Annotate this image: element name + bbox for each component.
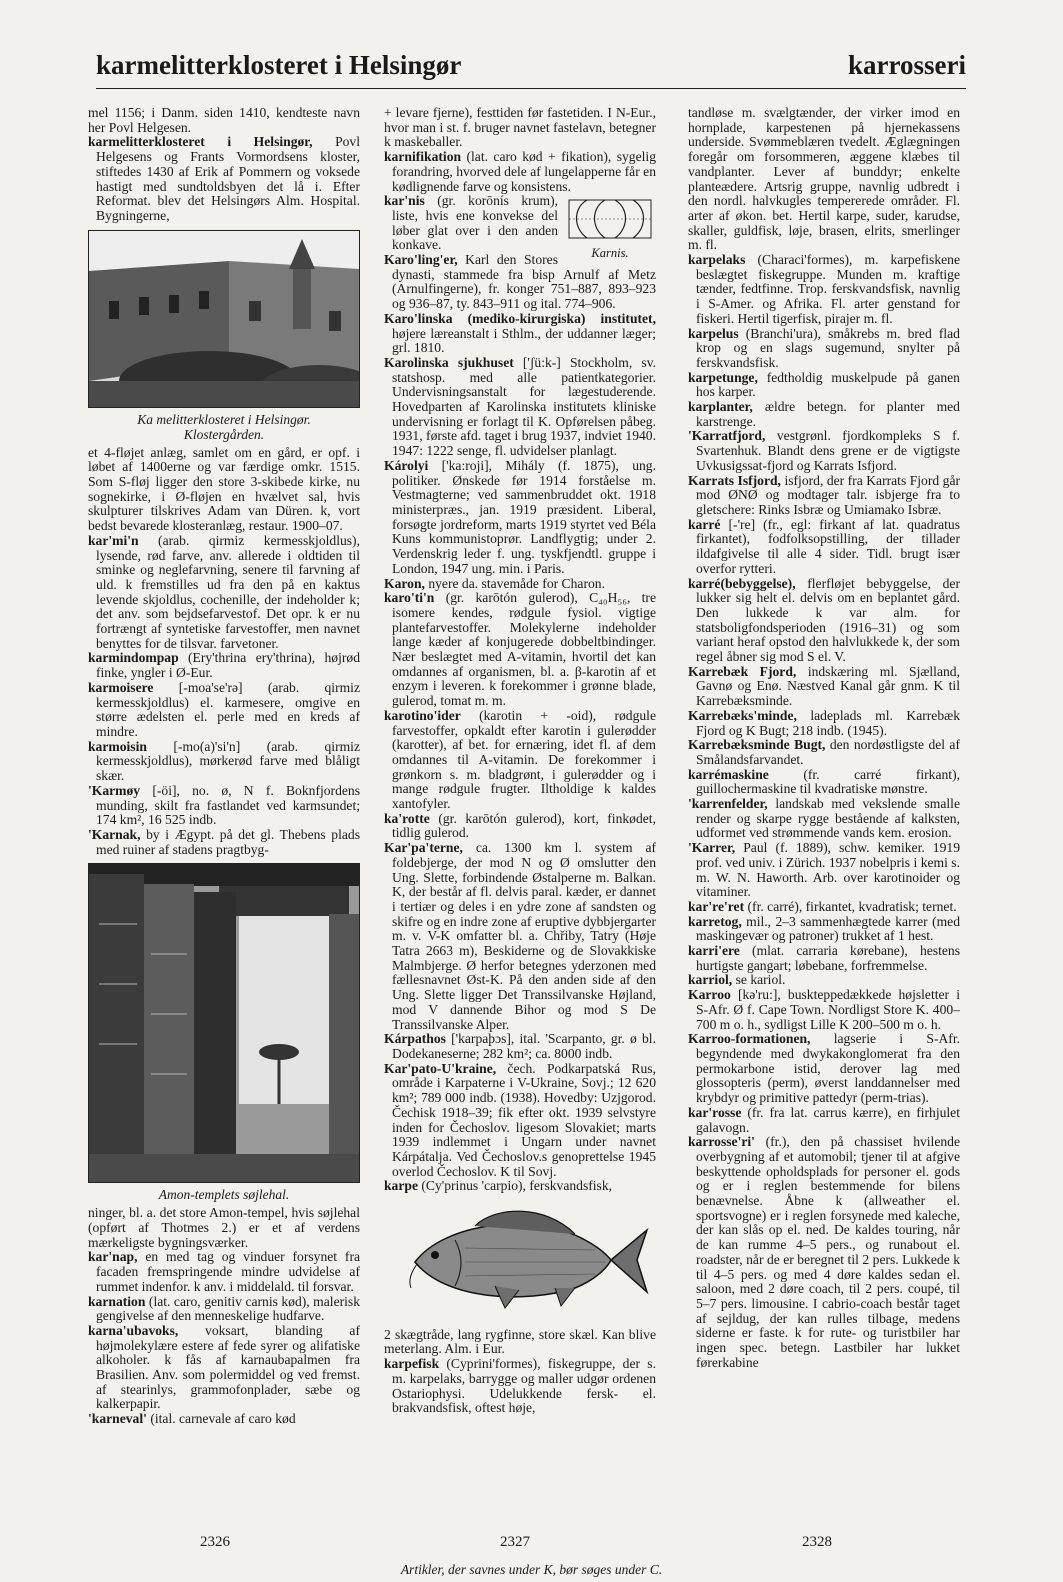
entry-text: + levare fjerne), festtiden før fastetiden. I N-Eur., hvor man i st. f. bruger navnet fastelavn, betegner k maskeballer. [384,106,656,150]
entry-text: [-moa'se'rə] (arab. qirmiz kermesskjoldlus) el. karmesere, omgive en større ædelsten el. perle med en kreds af mindre. [96,679,360,739]
entry-karpathos [384,1032,656,1061]
entry-headword: karmelitterklosteret i Helsingør, [88,134,313,150]
entry-text: (lat. caro kød + fikation), sygelig forandring, hvorved dele af lungelapperne får en kødlignende farve og konsistens. [392,149,656,194]
header-left-title: karmelitterklosteret i Helsingør [96,50,462,80]
entry-karotinoider [384,709,656,812]
entry-headword: Karrebæks'minde, [688,707,797,723]
entry-headword: karretog, [688,913,742,929]
entry-headword: karré(bebyggelse), [688,575,796,591]
entry-text: mel 1156; i Danm. siden 1410, kendteste navn her Povl Helgesen. [88,106,360,135]
entry-text: ældre betegn. for planter med karstrenge. [696,399,960,429]
entry-text: (fr. carré), firkantet, kvadratisk; ternet. [747,898,957,914]
entry-karnaubavoks [88,1324,360,1412]
entry-karotin [384,591,656,709]
entry-text: ['ʃü:k-] Stockholm, sv. statshosp. med alle patientkategorier. Undervisningsanstalt for lægestuderende. Hovedparten af Karolinska institutets kliniske undervisning er forlagt til K. Opførelsen påbeg. 1931, første afd. taget i brug 1937, indviet 1940. 1947: 1222 senge, fl. udvidelser planlagt. [392,354,656,459]
entry-headword: karré [688,516,721,532]
entry-karratfjord [688,429,960,473]
entry-text: (Characi'formes), m. karpefiskene beslægtet fiskegruppe. Munden m. kraftige tænder, fedtfinne. Trop. ferskvandsfisk, navnlig i S-Amer. og Afrika. Fl. arter genstand for fiskeri. Hertil tigerfisk, pirajer m. fl. [696,252,960,326]
entry-karrosseri [688,1135,960,1370]
entry-karretog [688,915,960,944]
entry-text: 2 skægtråde, lang rygfinne, store skæl. Kan blive meterlang. Alm. i Eur. [384,1326,656,1357]
figure-caption: Ka melitterklosteret i Helsingør. [137,411,311,427]
entry-karolinska-institutet [384,312,656,356]
entry-headword: karpetunge, [688,369,758,385]
entry-karrats-isfjord [688,474,960,518]
entry-text: et 4-fløjet anlæg, samlet om en gård, er opf. i løbet af 1400erne og var færdige omkr. 1515. Som S-fløj ligger den store 3-skibede kirke, nu sognekirke, i Ø-fløjen en hvælvet sal, hvis skulpturer tilskrives Adam van Düren. k, vort bedst bevarede klosteranlæg, restaur. 1900–07. [88,444,360,534]
entry-karpato-ukraine [384,1062,656,1180]
photo-amon-temple-image [89,864,359,1182]
entry-karpefisk [384,1357,656,1416]
entry-karnifikation [384,150,656,194]
entry-headword: Karrebæk Fjord, [688,663,797,679]
entry-headword: Kar'pa'terne, [384,840,463,856]
entry-text: højere læreanstalt i Sthlm., der uddanner læger; grl. 1810. [392,325,656,356]
entry-text: en med tag og vinduer forsynet fra facaden fremspringende mindre udvidelse af rummet indenfor. k anv. i middelald. til forsvar. [96,1249,360,1294]
entry-text: (gr. karōtón gulerod), C₄₀H₅₆, tre isomere kendes, rødgule fysiol. vigtige plantefarvestoffer. Molekylerne indeholder lange kæder af konjugerede dobbeltbindinger. Nær beslægtet med A-vitamin, hvortil det kan omdannes af organismen, bl. a. β-karotin af et enzym i leveren. k forekommer i grønne blade, gulerod, tomat m. m. [392,590,656,709]
entry-text: flerfløjet bebyggelse, der lukker sig helt el. delvis om en beplantet gård. Den lukkede k var alm. for statsboligfondsperioden (1916–31) og som variant heraf opstod den halvlukkede k, der som regel åbner sig mod S el. V. [696,575,960,665]
entry-text: lagserie i S-Afr. begyndende med dwykakonglomerat fra den permokarbone istid, derover lag med glossopteris (perm), øverst landdannelser med krybdyr og primitive pattedyr (perm-trias). [696,1031,960,1106]
entry-headword: kar'nis [384,193,425,209]
entry-headword: Karroo-formationen, [688,1031,811,1047]
entry-headword: karmoisere [88,679,154,695]
entry-headword: Károlyi [384,457,429,473]
entry-karolyi [384,459,656,577]
entry-headword: Kárpathos [384,1031,446,1047]
entry-text: (arab. qirmiz kermesskjoldlus), lysende, rød farve, anv. allerede i oldtiden til sminke og neglefarvning, senere til farvning af uld. k fremstilles ud fra den på en kaktus levende skjoldlus, cochenille, der indeholder k; det anv. som bejdsefarvestof. Det opr. k er nu fortrængt af syntetiske farvestoffer, men navnet benyttes for de tilsvar. farvetoner. [96,532,360,651]
entry-headword: karrémaskine [688,766,769,782]
entry-karotte [384,812,656,841]
entry-headword: Karolinska sjukhuset [384,354,514,370]
entry-karrenfelder [688,797,960,841]
entry-headword: Karroo [688,987,731,1003]
entry-text: (fr.), den på chassiset hvilende overbygning af et automobil; tjener til at afgive beskyttende opholdsplads for personer el. gods og er i reglen bestemmende for bilens benævnelse. Åbne k (allweather el. sportsvogne) er i reglen forsynede med kaleche, der kan slås op el. ned. De kaldes touring, når de kan rumme 4–5 pers., og runabout el. roadster, når de er beregnet til 2 pers. Lukkede k til 4–5 pers. og med 4 døre kaldes sedan el. saloon, med 2 døre coach, til 2 pers. coupé, til 5–7 pers. limousine. I cabrio-coach består taget af sejldug, der kan rulles tilbage, medens siderne er faste. k for rute- og turistbiler har ingen spec. betegn. Lastbiler har lukket førerkabine [696,1134,960,1370]
entry-text: (Branchi'ura), småkrebs m. bred flad krop og en slags sugemund, snylter på ferskvandsfisk. [696,325,960,370]
entry-text: mil., 2–3 sammenhægtede karrer (med maskingevær og patroner) trukket af 1 hest. [696,913,960,944]
entry-karmindompap [88,651,360,680]
figure-caption: Karnis. [591,245,629,260]
entry-text: tandløse m. svælgtænder, der virker imod en hornplade, karpestenen på hjernekassens underside. Svømmeblæren tvedelt. Æglægningen foregår om forsommeren, æggene klæbes til vandplanter. Lever af bunddyr; enkelte planteædere. Artsrig gruppe, navnlig udbredt i den nordl. halvkugles tempererede områder. Fl. arter af økon. bet. Hertil karpe, suder, karudse, skaller, guldfisk, løje, brasen, elrits, smerlinger m. fl. [688,106,960,253]
entry-headword: Karo'ling'er, [384,252,458,268]
entry-headword: Karrats Isfjord, [688,472,781,488]
entry-headword: karnation [88,1293,146,1309]
karnis-profile-drawing [565,198,655,242]
entry-headword: karplanter, [688,399,753,415]
figure-karpe [384,1200,656,1324]
entry-karrer [688,841,960,900]
entry-text: [-'re] (fr., egl: firkant af lat. quadratus firkantet), fodfolksopstilling, der tillader ildafgivelse til alle 4 sider. Tidl. brugt især overfor rytteri. [696,516,960,576]
entry-karneval [88,1412,360,1427]
entry-text: fedtholdig muskelpude på ganen hos karper. [696,369,960,400]
entry-headword: karpefisk [384,1356,440,1372]
entry-text: Povl Helgesens og Frants Vormordsens kloster, stiftedes 1430 af Erik af Pommern og voksede hastigt med sundtoldsbyen det lå i. Efter Reformat. blev det Helsingørs Alm. Hospital. Bygningerne, [96,134,360,223]
entry-headword: karna'ubavoks, [88,1322,179,1338]
entry-karre [688,518,960,577]
entry-karrebaek-fjord [688,665,960,709]
carp-fish-drawing [385,1200,655,1320]
entry-karnation [88,1295,360,1324]
entry-karolinska-sjukhuset [384,356,656,459]
entry-headword: ka'rotte [384,810,430,826]
entry-headword: karotino'ider [384,707,461,723]
page-number-left: 2326 [200,1534,230,1550]
entry-karmoy [88,784,360,828]
page-number-middle: 2327 [500,1534,530,1550]
entry-text: ladeplads ml. Karrebæk Fjord og K Bugt; 218 indb. (1945). [696,707,960,738]
entry-headword: karmindompap [88,650,179,666]
entry-text: vestgrønl. fjordkompleks S f. Svartenhuk. Blandt dens grene er de vigtigste Uvkusigssat-fjord og Karrats Isfjord. [696,428,960,473]
entry-headword: karpelaks [688,252,746,268]
entry-headword: 'Karratfjord, [688,428,766,444]
entry-headword: 'Karrer, [688,840,736,856]
entry-text: (fr. fra lat. carrus kærre), en firhjulet galavogn. [696,1104,960,1135]
entry-headword: karri'ere [688,943,740,959]
entry-headword: karriol, [688,972,733,988]
entry-headword: kar're'ret [688,898,745,914]
entry-headword: 'karrenfelder, [688,796,768,812]
entry-karroo-formationen [688,1032,960,1106]
entry-text: čech. Podkarpatská Rus, område i Karpaterne i V-Ukraine, Sovj.; 12 620 km²; 789 000 indb. (1938). Hovedby: Uzjgorod. Čechisk 1918–39; fik efter okt. 1939 selvstyre inden for Čechoslov. ligesom Slovakiet; marts 1939 indlemmet i Ungarn under navnet Kárpátalja. Ved Čechoslov.s genoprettelse 1945 overlod Čechoslov. K til Sovj. [392,1060,656,1179]
entry-text: (karotin + -oid), rødgule farvestoffer, opkaldt efter karotin i gulerødder (karotter), af bet. for ernæring, idet fl. af dem omdannes til A-vitamin. De forekommer i grønkorn s. m. bladgrønt, i gulerødder og i mange rødgule frugter. Iltholdige k kaldes xantofyler. [392,707,656,812]
entry-karmoisin [88,740,360,784]
entry-text: [-öi], no. ø, N f. Boknfjordens munding, skilt fra fastlandet ved karmsundet; 174 km², 16 525 indb. [96,782,360,828]
entry-text: isfjord, der fra Karrats Fjord går mod ØNØ og modtager talr. isbjerge fra to gletschere: Rinks Isbræ og Umiamako Isbræ. [696,472,960,517]
entry-text: by i Ægypt. på det gl. Thebens plads med ruiner af stadens pragtbyg- [96,826,360,857]
entry-text: (mlat. carraria kørebane), hestens hurtigste gangart; løbebane, forfremmelse. [696,943,960,973]
entry-headword: 'Karmøy [88,782,141,798]
figure-karnis [564,198,656,260]
entry-text: ninger, bl. a. det store Amon-tempel, hvis søjlehal (opført af Thotmes 2.) er et af verdens mærkeligste bygningsværker. [88,1205,360,1250]
entry-text: indskæring ml. Sjælland, Gavnø og Enø. Næstved Kanal går gnm. K til Karrebæksminde. [696,663,960,709]
entry-karpe [384,1179,656,1194]
entry-text: nyere da. stavemåde for Charon. [428,575,605,591]
entry-text: den nordøstligste del af Smålandsfarvandet. [696,737,960,767]
entry-headword: Karrebæksminde Bugt, [688,737,826,753]
entry-karmelitterklosteret [88,135,360,223]
entry-text: (Ery'thrina ery'thrina), højrød finke, yngler i Ø-Eur. [96,650,360,681]
entry-text: [kə'ru:], buskteppedækkede højsletter i S-Afr. Ø f. Cape Town. Nordligst Store K. 400–700 m o. h., sydligst Lille K 200–500 m o. h. [696,987,960,1032]
entry-karmin [88,534,360,652]
entry-karremaskine [688,768,960,797]
entry-karpaterne [384,841,656,1032]
entry-text: (gr. korōnís krum), liste, hvis ene konvekse del løber glat over i den anden konkave. [392,193,558,253]
entry-karnap [88,1250,360,1294]
entry-karpelaks [688,253,960,327]
page-number-right: 2328 [802,1534,832,1550]
entry-text: (Cy'prinus 'carpio), ferskvandsfisk, [421,1178,613,1194]
entry-text: (gr. karōtón gulerod), kort, finkødet, tidlig gulerod. [392,810,656,841]
photo-klostergaarden [88,230,360,408]
entry-karriere [688,944,960,973]
entry-headword: Karo'linska (mediko-kirurgiska) institutet, [384,310,656,326]
entry-text: (Cyprini'formes), fiskegruppe, der s. m. karpelaks, barrygge og maller udgør ordenen Ostariophysi. Udelukkende fersk- el. brakvandsfisk, oftest høje, [392,1356,656,1416]
column-left [88,106,360,1526]
entry-karon [384,577,656,592]
entry-karplanter [688,400,960,429]
figure-caption: Amon-templets søjlehal. [158,1187,290,1203]
entry-text: Karl den Stores dynasti, stammede fra bisp Arnulf af Metz (Arnulfingerne), fr. konger 751–887, 893–923 og 936–87, ty. 843–911 og ital. 774–906. [392,252,656,312]
entry-text: [-mo(a)'si'n] (arab. qirmiz kermesskjoldlus), mørkerød farve med blåligt skær. [96,738,360,784]
entry-karroo [688,988,960,1032]
entry-karnak [88,828,360,857]
entry-text: ['karpaþɔs], ital. 'Scarpanto, gr. ø bl. Dodekaneserne; 282 km²; ca. 8000 indb. [392,1031,656,1061]
entry-headword: karo'ti'n [384,590,435,606]
header-right-title: karrosseri [848,50,966,80]
entry-text: voksart, blanding af højmolekylære estere af fede syrer og alifatiske alkoholer. k fås af karnaubapalmen fra Brasilien. Anv. som polermiddel og ved fremst. af stearinlys, grammofonplader, sæbe og kalkerpapir. [96,1322,360,1412]
entry-karrebebyggelse [688,577,960,665]
figure-amon-temple [88,863,360,1202]
photo-amon-temple [88,863,360,1183]
entry-headword: karmoisin [88,738,147,754]
figure-klostergaarden [88,230,360,442]
entry-karolinger [384,253,656,312]
entry-text: (lat. caro, genitiv carnis kød), malerisk gengivelse af den menneskelige hudfarve. [96,1293,360,1324]
entry-headword: kar'nap, [88,1249,138,1265]
entry-headword: karrosse'ri' [688,1134,755,1150]
entry-headword: kar'mi'n [88,532,139,548]
entry-karrosse [688,1106,960,1135]
running-header [96,48,966,89]
entry-karrebaeksminde [688,709,960,738]
entry-text: ca. 1300 km l. system af foldebjerge, der mod N og Ø omslutter den Ung. Slette, forbindende Østalperne m. Balkan. K, der består af fl. delvis paral. kæder, er dannet i tertiær og deles i en ydre zone af sandsten og skifre og en indre zone af eruptive dybbjergarter m. v. V-K omfatter bl. a. Chřiby, Tatry (Høje Tatra 2663 m), Beskiderne og de Slovakkiske Malmbjerge. Ø herfor betegnes yderzonen med fællesnavnet Øst-K. På den anden side af den Ung. Slette ligger Det Transsilvanske Højland, mod V dannende Bihor og mod S De Transsilvanske Alper. [392,840,656,1032]
entry-headword: karnifikation [384,149,462,165]
entry-headword: Kar'pato-U'kraine, [384,1060,497,1076]
entry-text: Paul (f. 1889), schw. kemiker. 1919 prof. ved univ. i Zürich. 1937 nobelpris i kemi s. m. W. N. Haworth. Arb. over karotinoider og vitaminer. [696,840,960,900]
figure-caption: Klostergården. [183,426,265,442]
entry-headword: karpe [384,1178,418,1194]
entry-headword: 'karneval' [88,1411,147,1427]
entry-karrebaeksminde-bugt [688,738,960,767]
column-middle [384,106,656,1526]
entry-headword: 'Karnak, [88,826,141,842]
photo-klostergaarden-image [89,231,359,407]
entry-headword: karpelus [688,325,739,341]
column-right [688,106,960,1526]
entry-text: se kariol. [735,972,786,988]
entry-headword: Karon, [384,575,425,591]
entry-karriol [688,973,960,988]
entry-karpetunge [688,371,960,400]
entry-karpelus [688,327,960,371]
entry-karmoisere [88,681,360,740]
footnote: Artikler, der savnes under K, bør søges under C. [400,1562,663,1577]
entry-text: (ital. carnevale af caro kød [150,1411,296,1427]
entry-headword: kar'rosse [688,1104,742,1120]
entry-karreret [688,900,960,915]
entry-text: landskab med vekslende smalle render og skarpe rygge bestående af kalksten, udformet ved strømmende vands kem. erosion. [696,796,960,841]
entry-text: (fr. carré firkant), guillochermaskine til kvadratiske mønstre. [696,766,960,797]
entry-text: ['ka:roji], Mihály (f. 1875), ung. politiker. Ønskede før 1914 forståelse m. Vestmagterne; ved sammenbruddet okt. 1918 ministerpræs., jan. 1919 præsident. Liberal, forsøgte jordreform, marts 1919 styrtet ved Béla Kuns kommunistoprør. Landflygtig; under 2. Verdenskrig leder f. ung. tyskfjendtl. gruppe i London, 1947 ung. min. i Paris. [392,457,656,576]
